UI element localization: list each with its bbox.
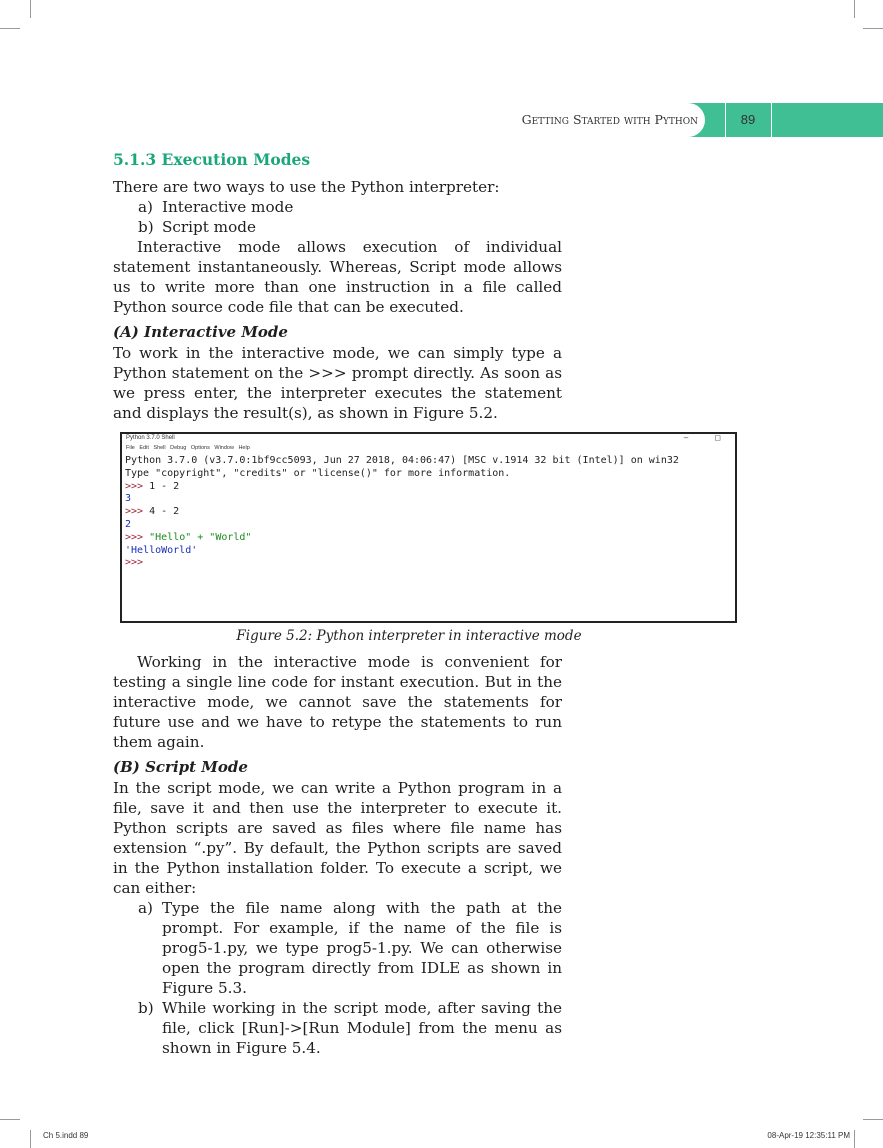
- header-divider: [771, 103, 772, 137]
- running-title: Getting Started with Python: [521, 112, 698, 127]
- interactive-heading: (A) Interactive Mode: [113, 323, 288, 341]
- shell-command: "Hello" + "World": [149, 531, 252, 543]
- list-text: While working in the script mode, after saving the file, click [Run]->[Run Module] from the menu as shown in Figure 5.4.: [162, 999, 562, 1057]
- list-letter: b): [138, 218, 154, 236]
- shell-result: 3: [125, 493, 132, 505]
- shell-banner: Type "copyright", "credits" or "license()" for more information.: [125, 467, 511, 479]
- shell-output: [125, 455, 679, 570]
- shell-command: 4 - 2: [149, 506, 180, 518]
- shell-prompt: >>>: [125, 480, 150, 492]
- figure-caption: Figure 5.2: Python interpreter in interactive mode: [236, 628, 582, 644]
- shell-command: 1 - 2: [149, 480, 180, 492]
- interactive-paragraph: To work in the interactive mode, we can simply type a Python statement on the >>> prompt directly. As soon as we press enter, the interpreter executes the statement and displays the result(s), as shown in Figure 5.2.: [113, 344, 562, 422]
- list-text: Type the file name along with the path at the prompt. For example, if the name of the file is prog5-1.py, we type prog5-1.py. We can otherwise open the program directly from IDLE as shown in Figure 5.3.: [162, 899, 562, 997]
- shell-prompt: >>>: [125, 531, 150, 543]
- crop-mark: [30, 1130, 31, 1148]
- script-heading: (B) Script Mode: [113, 758, 248, 776]
- shell-banner: Python 3.7.0 (v3.7.0:1bf9cc5093, Jun 27 2018, 04:06:47) [MSC v.1914 32 bit (Intel)] on win32: [125, 455, 679, 466]
- crop-mark: [0, 28, 20, 29]
- footer-timestamp: 08-Apr-19 12:35:11 PM: [767, 1131, 850, 1140]
- list-letter: b): [138, 999, 154, 1017]
- shell-prompt: >>>: [125, 506, 150, 518]
- page-number: 89: [740, 112, 756, 127]
- crop-mark: [854, 0, 855, 18]
- section-intro: There are two ways to use the Python interpreter:: [113, 178, 500, 196]
- section-paragraph: Interactive mode allows execution of individual statement instantaneously. Whereas, Script mode allows us to write more than one instruction in a file called Python source code file that can be executed.: [113, 238, 562, 316]
- list-letter: a): [138, 899, 153, 917]
- list-text: Interactive mode: [162, 198, 294, 216]
- shell-menu: File Edit Shell Debug Options Window Help: [126, 445, 250, 451]
- list-letter: a): [138, 198, 153, 216]
- list-text: Script mode: [162, 218, 256, 236]
- crop-mark: [854, 1130, 855, 1148]
- shell-result: 2: [125, 518, 132, 530]
- window-buttons: – ◻: [683, 433, 733, 442]
- footer-file: Ch 5.indd 89: [43, 1131, 89, 1140]
- script-paragraph: In the script mode, we can write a Python program in a file, save it and then use the interpreter to execute it. Python scripts are saved as files where file name has extension “.py”. By default, the Python scripts are saved in the Python installation folder. To execute a script, we can either:: [113, 779, 562, 897]
- crop-mark: [0, 1119, 20, 1120]
- shell-title: Python 3.7.0 Shell: [126, 435, 175, 441]
- section-title: 5.1.3 Execution Modes: [113, 150, 311, 169]
- crop-mark: [30, 0, 31, 18]
- python-shell-figure: [120, 432, 737, 623]
- shell-result: 'HelloWorld': [125, 544, 198, 556]
- crop-mark: [863, 28, 883, 29]
- shell-prompt: >>>: [125, 557, 144, 569]
- interactive-after-paragraph: Working in the interactive mode is convenient for testing a single line code for instant execution. But in the interactive mode, we cannot save the statements for future use and we have to retype the statements to run them again.: [113, 653, 562, 751]
- crop-mark: [863, 1119, 883, 1120]
